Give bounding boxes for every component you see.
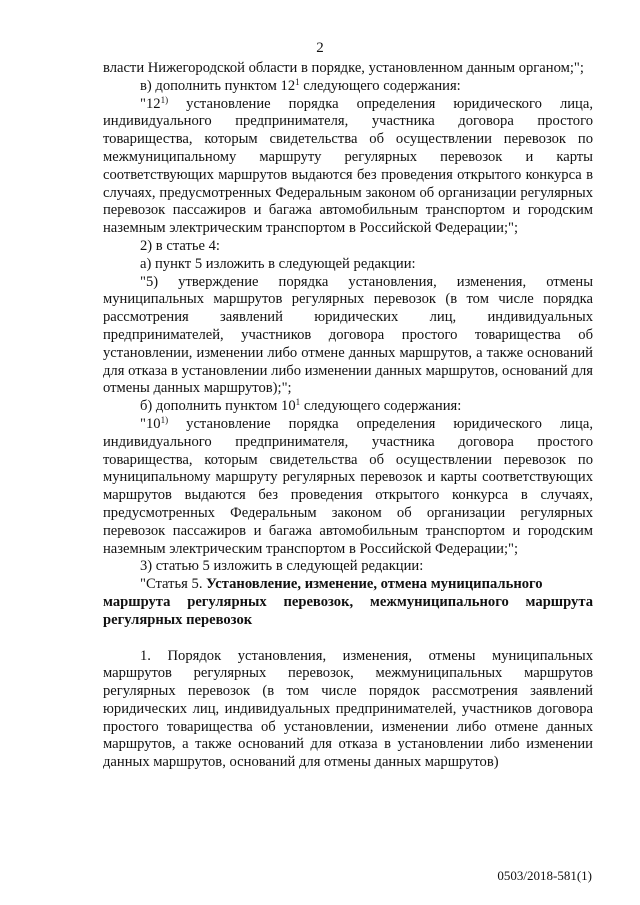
amend-v-suffix: следующего содержания: bbox=[303, 77, 461, 94]
paragraph-point-5-heading: а) пункт 5 изложить в следующей редакции: bbox=[140, 255, 416, 272]
article-5-number: "Статья 5. bbox=[140, 576, 207, 593]
paragraph-point-12-1 bbox=[103, 96, 593, 238]
paragraph-article-5-point-1: 1. Порядок установления, изменения, отмены муниципальных маршрутов регулярных перевозок, межмуниципальных маршрутов регулярных перевозок (в том числе порядок рассмотрения заявлений юридических лиц, индивидуальных предпринимателей, участников договора простого товарищества об установлении, изменении либо отмене данных маршрутов, а также оснований для отказа в установлении либо изменении данных маршрутов, оснований для отмены данных маршрутов) bbox=[103, 647, 593, 771]
article-5-title-line1: Установление, изменение, отмена муниципального bbox=[206, 576, 543, 593]
amend-v-text: в) дополнить пунктом 12 bbox=[140, 77, 296, 94]
superscript: 1 bbox=[295, 397, 301, 408]
superscript: 1) bbox=[160, 414, 169, 425]
paragraph-article-4: 2) в статье 4: bbox=[140, 237, 220, 254]
page-number: 2 bbox=[316, 40, 324, 56]
paragraph-amend-b bbox=[103, 398, 593, 416]
paragraph-article-5-amend: 3) статью 5 изложить в следующей редакции: bbox=[140, 558, 424, 575]
point-12-1-number: "12 bbox=[140, 95, 161, 112]
amend-b-suffix: следующего содержания: bbox=[303, 398, 462, 415]
paragraph-point-10-1 bbox=[103, 416, 593, 558]
document-body bbox=[103, 60, 593, 772]
spacer bbox=[103, 630, 593, 648]
article-5-title-continuation: маршрута регулярных перевозок, межмуниципального маршрута регулярных перевозок bbox=[103, 593, 593, 628]
superscript: 1 bbox=[295, 76, 300, 87]
article-5-heading bbox=[103, 576, 593, 594]
point-10-1-number: "10 bbox=[140, 415, 161, 432]
document-code: 0503/2018-581(1) bbox=[497, 868, 592, 883]
point-12-1-text: установление порядка определения юридического лица, индивидуального предпринимателя, участника договора простого товарищества, которым свидетельства об осуществлении перевозок по межмуниципальному маршруту регулярных перевозок и карты соответствующих маршрутов выдаются без проведения открытого конкурса в случаях, предусмотренных Федеральным законом об организации регулярных перевозок пассажиров и багажа автомобильным транспортом и городским наземным электрическим транспортом в Российской Федерации;"; bbox=[103, 95, 593, 237]
point-10-1-text: установление порядка определения юридического лица, индивидуального предпринимателя, участника договора простого товарищества, которым свидетельства об осуществлении перевозок по муниципальному маршруту регулярных перевозок и карты соответствующих маршрутов выдаются без проведения открытого конкурса в случаях, предусмотренных Федеральным законом об организации регулярных перевозок пассажиров и багажа автомобильным транспортом и городским наземным электрическим транспортом в Российской Федерации;"; bbox=[103, 415, 593, 557]
paragraph-continuation: власти Нижегородской области в порядке, установленном данным органом;"; bbox=[103, 60, 584, 76]
superscript: 1) bbox=[160, 94, 169, 105]
paragraph-amend-v bbox=[103, 78, 593, 96]
paragraph-point-5-text: "5) утверждение порядка установления, изменения, отмены муниципальных маршрутов регулярных перевозок (в том числе порядка рассмотрения заявлений юридических лиц, индивидуальных предпринимателей, участников договора простого товарищества об установлении, изменении либо отмене данных маршрутов, а также оснований для отказа в установлении либо изменении данных маршрутов, оснований для отмены данных маршрутов);"; bbox=[103, 273, 593, 397]
amend-b-text: б) дополнить пунктом 10 bbox=[140, 398, 296, 415]
